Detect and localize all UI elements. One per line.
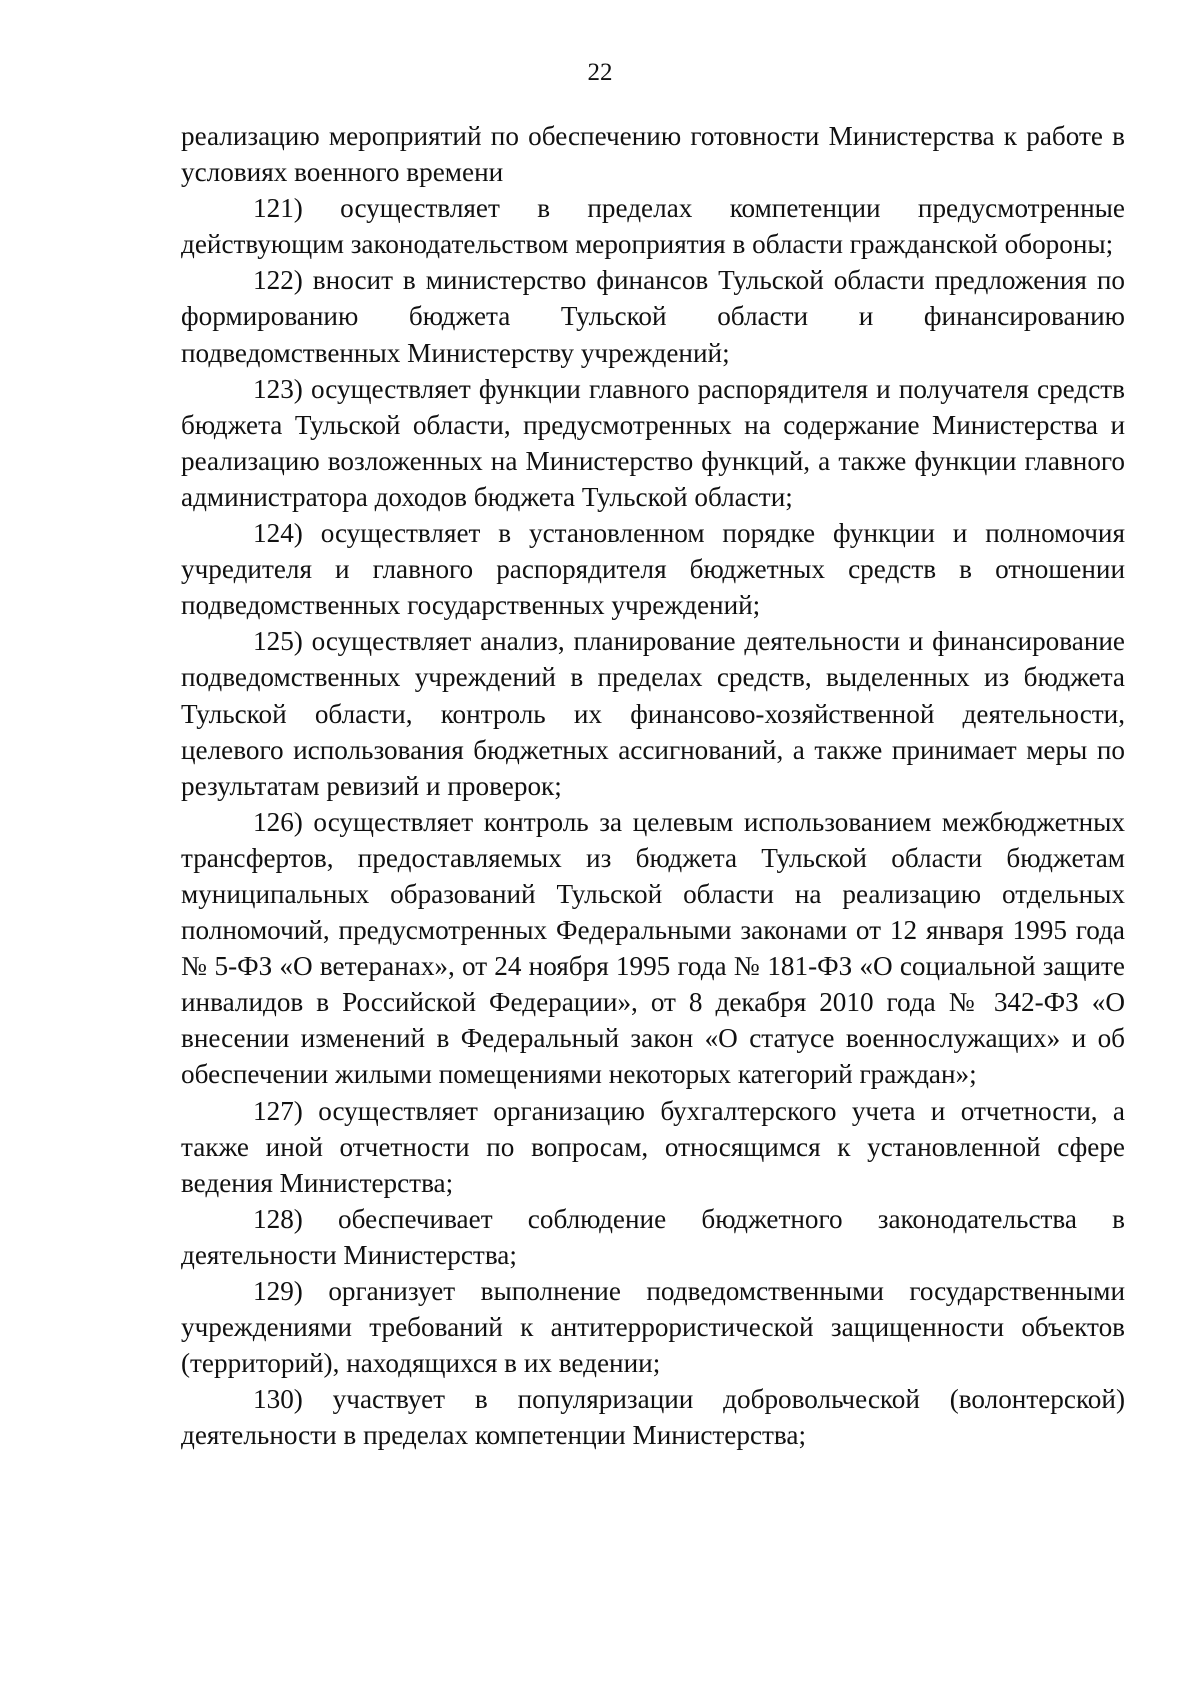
paragraph-continuation: реализацию мероприятий по обеспечению готовности Министерства к работе в условиях военного времени bbox=[181, 121, 1125, 188]
list-item-122: 122) вносит в министерство финансов Тульской области предложения по формированию бюджета Тульской области и финансированию подведомственных Министерству учреждений; bbox=[181, 265, 1125, 368]
list-item-121: 121) осуществляет в пределах компетенции предусмотренные действующим законодательством мероприятия в области гражданской обороны; bbox=[181, 193, 1125, 260]
list-item-127: 127) осуществляет организацию бухгалтерского учета и отчетности, а также иной отчетности по вопросам, относящимся к установленной сфере ведения Министерства; bbox=[181, 1095, 1125, 1198]
list-item-130: 130) участвует в популяризации добровольческой (волонтерской) деятельности в пределах компетенции Министерства; bbox=[181, 1384, 1125, 1451]
list-item-126: 126) осуществляет контроль за целевым использованием межбюджетных трансфертов, предоставляемых из бюджета Тульской области бюджетам муниципальных образований Тульской области на реализацию отдельных полномочий, предусмотренных Федеральными законами от 12 января 1995 года № 5-ФЗ «О ветеранах», от 24 ноября 1995 года № 181-ФЗ «О социальной защите инвалидов в Российской Федерации», от 8 декабря 2010 года № 342-ФЗ «О внесении изменений в Федеральный закон «О статусе военнослужащих» и об обеспечении жилыми помещениями некоторых категорий граждан»; bbox=[181, 806, 1125, 1090]
list-item-125: 125) осуществляет анализ, планирование деятельности и финансирование подведомственных учреждений в пределах средств, выделенных из бюджета Тульской области, контроль их финансово-хозяйственной деятельности, целевого использования бюджетных ассигнований, а также принимает меры по результатам ревизий и проверок; bbox=[181, 626, 1125, 801]
document-body bbox=[181, 118, 1125, 1453]
list-item-129: 129) организует выполнение подведомственными государственными учреждениями требований к антитеррористической защищенности объектов (территорий), находящихся в их ведении; bbox=[181, 1276, 1125, 1379]
list-item-128: 128) обеспечивает соблюдение бюджетного законодательства в деятельности Министерства; bbox=[181, 1203, 1125, 1270]
list-item-124: 124) осуществляет в установленном порядке функции и полномочия учредителя и главного распорядителя бюджетных средств в отношении подведомственных государственных учреждений; bbox=[181, 518, 1125, 621]
page-number: 22 bbox=[587, 59, 613, 86]
list-item-123: 123) осуществляет функции главного распорядителя и получателя средств бюджета Тульской области, предусмотренных на содержание Министерства и реализацию возложенных на Министерство функций, а также функции главного администратора доходов бюджета Тульской области; bbox=[181, 373, 1125, 512]
